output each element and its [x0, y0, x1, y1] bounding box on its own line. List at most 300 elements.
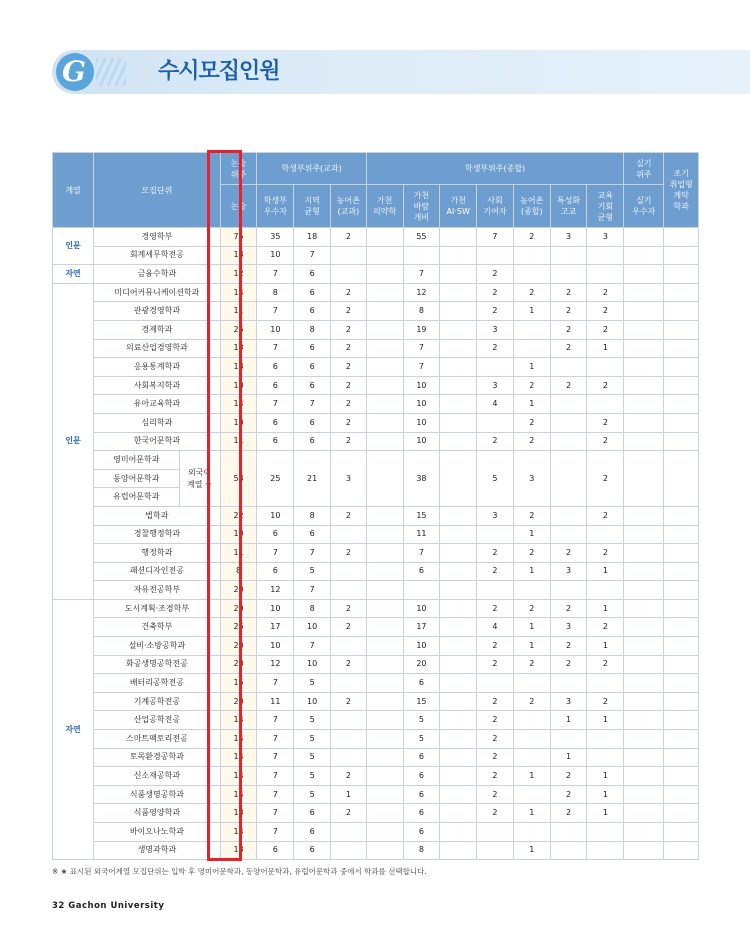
- value-cell: 5: [294, 562, 331, 581]
- value-cell: 10: [257, 506, 294, 525]
- value-cell: [331, 841, 367, 860]
- value-cell: 10: [257, 246, 294, 265]
- value-cell: [366, 581, 403, 600]
- category-label: 인문: [53, 228, 94, 265]
- table-row: [53, 544, 699, 563]
- department-name: 신소재공학과: [94, 767, 221, 786]
- value-cell: [513, 785, 550, 804]
- table-row: [53, 581, 699, 600]
- value-cell: 1: [550, 748, 587, 767]
- table-row: [53, 841, 699, 860]
- value-cell: [366, 562, 403, 581]
- value-cell: [366, 339, 403, 358]
- category-label: 인문: [53, 283, 94, 599]
- value-cell: [664, 711, 699, 730]
- value-cell: 3: [477, 506, 514, 525]
- value-cell: [440, 432, 477, 451]
- value-cell: 5: [294, 730, 331, 749]
- value-cell: 1: [587, 711, 624, 730]
- value-cell: 2: [513, 432, 550, 451]
- value-cell: [440, 376, 477, 395]
- value-cell: [664, 748, 699, 767]
- department-name: 산업공학전공: [94, 711, 221, 730]
- value-cell: 3: [477, 320, 514, 339]
- value-cell: [664, 320, 699, 339]
- value-cell: [664, 339, 699, 358]
- value-cell: 4: [477, 618, 514, 637]
- value-cell: 5: [403, 730, 440, 749]
- value-cell: [331, 748, 367, 767]
- value-cell: 1: [587, 785, 624, 804]
- value-cell: 7: [257, 395, 294, 414]
- value-cell: 6: [257, 413, 294, 432]
- table-row: [53, 823, 699, 842]
- value-cell: 1: [513, 302, 550, 321]
- value-cell: [624, 841, 664, 860]
- value-cell: [366, 265, 403, 284]
- value-cell: 6: [403, 767, 440, 786]
- value-cell: 10: [403, 413, 440, 432]
- value-cell: 2: [331, 358, 367, 377]
- value-cell: 2: [550, 637, 587, 656]
- value-cell: [440, 506, 477, 525]
- value-cell: 2: [331, 432, 367, 451]
- value-cell: [440, 841, 477, 860]
- value-cell: 1: [587, 637, 624, 656]
- department-name: 화공생명공학전공: [94, 655, 221, 674]
- value-cell: [366, 674, 403, 693]
- footnote: ※ ★ 표시된 외국어계열 모집단위는 입학 후 영미어문학과, 동양어문학과, 유럽어문학과 중에서 학과를 선택합니다.: [52, 867, 427, 876]
- value-cell: 15: [403, 506, 440, 525]
- value-cell: [440, 358, 477, 377]
- value-cell: 10: [220, 525, 257, 544]
- value-cell: 6: [403, 785, 440, 804]
- value-cell: [440, 451, 477, 507]
- value-cell: 2: [477, 544, 514, 563]
- header-comprehensive-col: 가천 바람 개비: [403, 185, 440, 228]
- header-comprehensive-col: 가천 의약학: [366, 185, 403, 228]
- value-cell: [624, 265, 664, 284]
- department-name: 토목환경공학과: [94, 748, 221, 767]
- value-cell: 10: [403, 376, 440, 395]
- value-cell: 2: [477, 655, 514, 674]
- value-cell: [587, 841, 624, 860]
- value-cell: [366, 246, 403, 265]
- department-name: 의료산업경영학과: [94, 339, 221, 358]
- value-cell: 6: [294, 376, 331, 395]
- value-cell: 6: [403, 562, 440, 581]
- value-cell: [550, 432, 587, 451]
- value-cell: [624, 320, 664, 339]
- value-cell: 10: [403, 432, 440, 451]
- value-cell: 5: [477, 451, 514, 507]
- value-cell: 10: [403, 395, 440, 414]
- value-cell: 8: [403, 841, 440, 860]
- table-row: [53, 432, 699, 451]
- value-cell: 4: [477, 395, 514, 414]
- value-cell: 2: [550, 785, 587, 804]
- value-cell: 2: [477, 730, 514, 749]
- value-cell: [331, 730, 367, 749]
- value-cell: [513, 748, 550, 767]
- value-cell: 14: [220, 823, 257, 842]
- value-cell: 6: [294, 804, 331, 823]
- value-cell: 2: [587, 655, 624, 674]
- value-cell: [664, 655, 699, 674]
- value-cell: 2: [587, 692, 624, 711]
- value-cell: 14: [220, 730, 257, 749]
- department-name: 스마트팩토리전공: [94, 730, 221, 749]
- value-cell: 14: [220, 711, 257, 730]
- value-cell: 2: [513, 692, 550, 711]
- department-name: 건축학부: [94, 618, 221, 637]
- value-cell: 11: [220, 544, 257, 563]
- value-cell: [664, 841, 699, 860]
- value-cell: [331, 525, 367, 544]
- table-row: [53, 228, 699, 247]
- table-row: [53, 246, 699, 265]
- value-cell: 75: [220, 228, 257, 247]
- department-name: 자유전공학부: [94, 581, 221, 600]
- value-cell: [664, 544, 699, 563]
- foreign-group-label: 외국어 계열 ★: [179, 451, 220, 507]
- value-cell: [624, 767, 664, 786]
- value-cell: [440, 785, 477, 804]
- value-cell: 10: [294, 655, 331, 674]
- value-cell: [331, 581, 367, 600]
- value-cell: [440, 581, 477, 600]
- value-cell: [366, 841, 403, 860]
- header-comprehensive-col: 교육 기회 균형: [587, 185, 624, 228]
- value-cell: 2: [331, 376, 367, 395]
- value-cell: 7: [257, 339, 294, 358]
- value-cell: 2: [331, 506, 367, 525]
- value-cell: 2: [550, 376, 587, 395]
- value-cell: 2: [587, 618, 624, 637]
- value-cell: [331, 711, 367, 730]
- value-cell: [440, 767, 477, 786]
- header-comprehensive-col: 사회 기여자: [477, 185, 514, 228]
- value-cell: [550, 581, 587, 600]
- value-cell: [366, 785, 403, 804]
- value-cell: 1: [513, 841, 550, 860]
- value-cell: 7: [257, 785, 294, 804]
- value-cell: [440, 692, 477, 711]
- table-row: [53, 265, 699, 284]
- value-cell: 2: [331, 767, 367, 786]
- title-banner: [52, 50, 750, 94]
- value-cell: 53: [220, 451, 257, 507]
- value-cell: [664, 228, 699, 247]
- value-cell: 13: [220, 804, 257, 823]
- value-cell: [513, 339, 550, 358]
- value-cell: [624, 711, 664, 730]
- department-name: 응용통계학과: [94, 358, 221, 377]
- value-cell: 2: [331, 395, 367, 414]
- value-cell: [366, 804, 403, 823]
- value-cell: 11: [220, 302, 257, 321]
- value-cell: 1: [587, 599, 624, 618]
- value-cell: 2: [513, 506, 550, 525]
- value-cell: 25: [257, 451, 294, 507]
- value-cell: [624, 339, 664, 358]
- value-cell: [624, 413, 664, 432]
- value-cell: [331, 823, 367, 842]
- value-cell: 25: [220, 320, 257, 339]
- value-cell: 6: [294, 358, 331, 377]
- value-cell: 14: [220, 748, 257, 767]
- value-cell: [664, 376, 699, 395]
- value-cell: 1: [587, 339, 624, 358]
- department-name: 한국어문학과: [94, 432, 221, 451]
- value-cell: [624, 376, 664, 395]
- value-cell: 10: [220, 413, 257, 432]
- value-cell: [664, 246, 699, 265]
- value-cell: [440, 823, 477, 842]
- value-cell: [550, 246, 587, 265]
- table-row: [53, 376, 699, 395]
- value-cell: 11: [403, 525, 440, 544]
- table-row: [53, 674, 699, 693]
- table-row: [53, 413, 699, 432]
- department-name: 생명과학과: [94, 841, 221, 860]
- value-cell: [477, 841, 514, 860]
- value-cell: 10: [257, 599, 294, 618]
- value-cell: 2: [550, 302, 587, 321]
- value-cell: 8: [403, 302, 440, 321]
- value-cell: [624, 525, 664, 544]
- value-cell: 2: [331, 599, 367, 618]
- value-cell: 2: [477, 804, 514, 823]
- table-row: [53, 618, 699, 637]
- value-cell: 1: [513, 525, 550, 544]
- value-cell: 2: [477, 283, 514, 302]
- value-cell: [624, 804, 664, 823]
- value-cell: 2: [477, 692, 514, 711]
- table-row: [53, 655, 699, 674]
- value-cell: [624, 599, 664, 618]
- table-row: [53, 339, 699, 358]
- department-name: 설비·소방공학과: [94, 637, 221, 656]
- value-cell: 8: [294, 320, 331, 339]
- value-cell: 8: [294, 599, 331, 618]
- value-cell: 2: [550, 599, 587, 618]
- value-cell: [550, 823, 587, 842]
- value-cell: [587, 730, 624, 749]
- value-cell: 1: [513, 804, 550, 823]
- value-cell: 2: [513, 544, 550, 563]
- department-name: 동양어문학과: [94, 469, 179, 488]
- value-cell: 2: [331, 339, 367, 358]
- value-cell: 2: [513, 655, 550, 674]
- department-name: 법학과: [94, 506, 221, 525]
- value-cell: 5: [294, 674, 331, 693]
- table-row: [53, 692, 699, 711]
- value-cell: 6: [294, 339, 331, 358]
- value-cell: 20: [220, 655, 257, 674]
- value-cell: 2: [331, 692, 367, 711]
- value-cell: [587, 525, 624, 544]
- header-comprehensive-group: 학생부위주(종합): [366, 153, 624, 185]
- value-cell: [366, 711, 403, 730]
- value-cell: [331, 265, 367, 284]
- value-cell: [624, 823, 664, 842]
- value-cell: [366, 413, 403, 432]
- value-cell: 2: [513, 228, 550, 247]
- value-cell: [477, 413, 514, 432]
- value-cell: 2: [550, 767, 587, 786]
- table-row: [53, 395, 699, 414]
- value-cell: 2: [477, 562, 514, 581]
- value-cell: 5: [294, 711, 331, 730]
- gachon-logo-letter: G: [62, 55, 86, 88]
- value-cell: [550, 674, 587, 693]
- value-cell: [513, 320, 550, 339]
- value-cell: 2: [477, 339, 514, 358]
- value-cell: [624, 655, 664, 674]
- value-cell: [366, 767, 403, 786]
- value-cell: [550, 265, 587, 284]
- value-cell: [440, 618, 477, 637]
- department-name: 미디어커뮤니케이션학과: [94, 283, 221, 302]
- value-cell: 6: [403, 823, 440, 842]
- value-cell: 2: [587, 376, 624, 395]
- value-cell: [513, 265, 550, 284]
- value-cell: [587, 674, 624, 693]
- department-name: 식품영양학과: [94, 804, 221, 823]
- value-cell: 6: [257, 376, 294, 395]
- value-cell: [587, 358, 624, 377]
- value-cell: 2: [331, 804, 367, 823]
- value-cell: [477, 581, 514, 600]
- value-cell: 6: [257, 562, 294, 581]
- value-cell: 1: [587, 767, 624, 786]
- value-cell: [587, 246, 624, 265]
- value-cell: 8: [220, 562, 257, 581]
- value-cell: 20: [220, 637, 257, 656]
- value-cell: [664, 804, 699, 823]
- department-name: 유아교육학과: [94, 395, 221, 414]
- value-cell: [331, 674, 367, 693]
- value-cell: 2: [331, 228, 367, 247]
- logo-stripes: [96, 58, 126, 86]
- value-cell: 10: [294, 618, 331, 637]
- value-cell: [550, 730, 587, 749]
- value-cell: [664, 637, 699, 656]
- value-cell: 6: [257, 841, 294, 860]
- value-cell: [550, 525, 587, 544]
- value-cell: 10: [257, 637, 294, 656]
- value-cell: [624, 748, 664, 767]
- value-cell: 2: [587, 320, 624, 339]
- department-name: 경찰행정학과: [94, 525, 221, 544]
- value-cell: 6: [257, 432, 294, 451]
- value-cell: [366, 228, 403, 247]
- value-cell: [366, 599, 403, 618]
- value-cell: 2: [550, 320, 587, 339]
- value-cell: 55: [403, 228, 440, 247]
- value-cell: 6: [294, 525, 331, 544]
- value-cell: 6: [294, 841, 331, 860]
- value-cell: 2: [587, 451, 624, 507]
- value-cell: 2: [513, 413, 550, 432]
- value-cell: [513, 581, 550, 600]
- value-cell: 3: [550, 228, 587, 247]
- value-cell: 3: [331, 451, 367, 507]
- value-cell: 1: [550, 711, 587, 730]
- value-cell: [366, 376, 403, 395]
- value-cell: 7: [257, 823, 294, 842]
- value-cell: 6: [294, 265, 331, 284]
- value-cell: 14: [220, 785, 257, 804]
- department-name: 관광경영학과: [94, 302, 221, 321]
- value-cell: [664, 432, 699, 451]
- header-essay: 논술: [220, 185, 257, 228]
- value-cell: [624, 692, 664, 711]
- value-cell: 21: [294, 451, 331, 507]
- value-cell: 5: [294, 767, 331, 786]
- value-cell: [664, 451, 699, 507]
- value-cell: 14: [220, 395, 257, 414]
- department-name: 사회복지학과: [94, 376, 221, 395]
- table-row: [53, 302, 699, 321]
- value-cell: [624, 637, 664, 656]
- value-cell: [331, 246, 367, 265]
- value-cell: [366, 655, 403, 674]
- value-cell: 38: [403, 451, 440, 507]
- value-cell: [624, 246, 664, 265]
- value-cell: [587, 581, 624, 600]
- value-cell: [624, 228, 664, 247]
- table-row: [53, 599, 699, 618]
- value-cell: 2: [477, 302, 514, 321]
- value-cell: 7: [403, 544, 440, 563]
- table-row: [53, 804, 699, 823]
- department-name: 바이오나노학과: [94, 823, 221, 842]
- header-early-employment: 조기 취업형 계약 학과: [664, 153, 699, 228]
- value-cell: [624, 618, 664, 637]
- table-row: [53, 506, 699, 525]
- value-cell: [366, 302, 403, 321]
- admission-table: [52, 152, 699, 860]
- value-cell: [366, 395, 403, 414]
- value-cell: 11: [257, 692, 294, 711]
- table-row: [53, 767, 699, 786]
- value-cell: [624, 302, 664, 321]
- value-cell: 1: [513, 618, 550, 637]
- value-cell: 2: [331, 283, 367, 302]
- value-cell: 2: [331, 655, 367, 674]
- value-cell: 7: [294, 544, 331, 563]
- value-cell: [366, 730, 403, 749]
- value-cell: [664, 265, 699, 284]
- header-unit: 모집단위: [94, 153, 221, 228]
- value-cell: 7: [294, 246, 331, 265]
- value-cell: [440, 320, 477, 339]
- value-cell: [440, 413, 477, 432]
- value-cell: 2: [513, 376, 550, 395]
- value-cell: 7: [477, 228, 514, 247]
- value-cell: [440, 562, 477, 581]
- value-cell: [477, 674, 514, 693]
- value-cell: 3: [550, 692, 587, 711]
- value-cell: 2: [587, 544, 624, 563]
- value-cell: [550, 395, 587, 414]
- value-cell: [664, 785, 699, 804]
- value-cell: [331, 562, 367, 581]
- department-name: 행정학과: [94, 544, 221, 563]
- value-cell: 12: [257, 581, 294, 600]
